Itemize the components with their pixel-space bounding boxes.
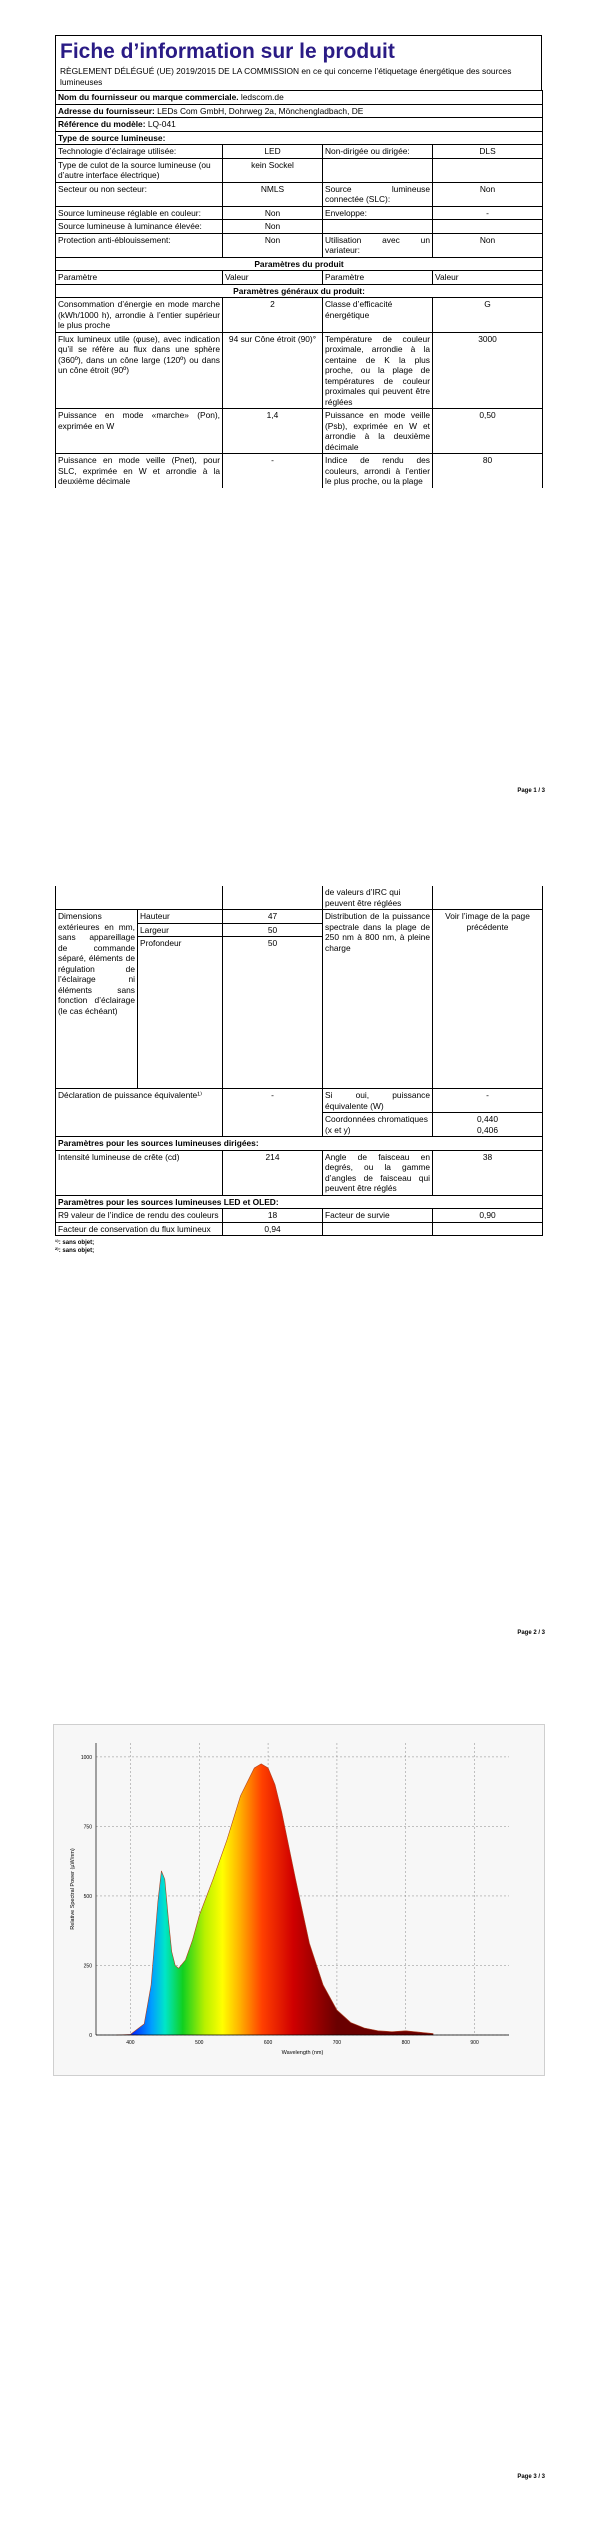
- document-subtitle: RÈGLEMENT DÉLÉGUÉ (UE) 2019/2015 DE LA COMMISSION en ce qui concerne l’étiquetage énergétique des sources lumineuses: [55, 66, 542, 90]
- datasheet-page-1: [55, 35, 542, 488]
- cell-technology-value: LED: [223, 145, 323, 159]
- cell-depth-label: Profondeur: [138, 937, 223, 1089]
- x-tick-label: 900: [470, 2040, 479, 2046]
- cell-empty: [433, 158, 543, 182]
- x-tick-label: 700: [332, 2040, 342, 2046]
- cell-colour-tunable-value: Non: [223, 206, 323, 220]
- page-number: Page 3 / 3: [517, 2474, 545, 2480]
- cell-dimensions-label: Dimensions extérieures en mm, sans appareillage de commande séparé, éléments de régulation de l’éclairage ni éléments sans fonction d’éclairage (le cas échéant): [56, 910, 138, 1089]
- cell-anti-glare-label: Protection anti-éblouissement:: [56, 233, 223, 257]
- cell-empty: [433, 1222, 543, 1236]
- cell-dimmable-label: Utilisation avec un variateur:: [323, 233, 433, 257]
- cell-height-value: 47: [223, 910, 323, 924]
- general-parameters-heading: Paramètres généraux du produit:: [56, 284, 543, 298]
- cell-technology-label: Technologie d’éclairage utilisée:: [56, 145, 223, 159]
- cell-high-luminance-label: Source lumineuse à luminance élevée:: [56, 220, 223, 234]
- cell-empty: [433, 886, 543, 910]
- y-tick-label: 1000: [80, 1754, 92, 1761]
- chromaticity-y: 0,406: [477, 1124, 498, 1135]
- cell-dimmable-value: Non: [433, 233, 543, 257]
- table-row: [56, 233, 543, 257]
- cell-directed-value: DLS: [433, 145, 543, 159]
- light-source-type-heading: Type de source lumineuse:: [56, 131, 543, 145]
- cell-r9-label: R9 valeur de l’indice de rendu des couleurs: [56, 1209, 223, 1223]
- cell-chromaticity-label: Coordonnées chromatiques (x et y): [323, 1113, 433, 1137]
- cell-width-value: 50: [223, 923, 323, 937]
- address-label: Adresse du fournisseur:: [58, 105, 155, 116]
- table-row: [56, 118, 543, 132]
- table-row: [56, 1195, 543, 1209]
- cell-energy-consumption-value: 2: [223, 298, 323, 333]
- footnotes: [55, 1239, 542, 1255]
- header-value: Valeur: [433, 271, 543, 285]
- cell-cct-value: 3000: [433, 332, 543, 409]
- spectral-power-chart: [54, 1725, 544, 2075]
- address-value: LEDs Com GmbH, Dohrweg 2a, Mönchengladbach, DE: [157, 105, 364, 116]
- cell-empty: [223, 886, 323, 910]
- product-info-table-continued: [55, 886, 543, 1236]
- x-axis-label: Wavelength (nm): [281, 2050, 324, 2056]
- cell-flux-maintenance-label: Facteur de conservation du flux lumineux: [56, 1222, 223, 1236]
- table-row: [56, 145, 543, 159]
- table-row: [56, 454, 543, 488]
- header-parameter: Paramètre: [323, 271, 433, 285]
- led-parameters-heading: Paramètres pour les sources lumineuses LED et OLED:: [56, 1195, 543, 1209]
- cell-width-label: Largeur: [138, 923, 223, 937]
- table-row: [56, 158, 543, 182]
- document-title: Fiche d’information sur le produit: [55, 35, 542, 66]
- cell-beam-angle-value: 38: [433, 1150, 543, 1195]
- cell-cri-label-continued: de valeurs d’IRC qui peuvent être réglées: [323, 886, 433, 910]
- datasheet-page-2: [55, 886, 542, 1255]
- chart-series-area: [117, 1764, 434, 2035]
- cell-cct-label: Température de couleur proximale, arrondie à la centaine de K la plus proche, ou la plage de températures de couleur proximales qui peuvent être réglées: [323, 332, 433, 409]
- x-tick-label: 500: [195, 2040, 204, 2046]
- cell-cri-label: Indice de rendu des couleurs, arrondi à l’entier le plus proche, ou la plage: [323, 454, 433, 488]
- cell-cap-label: Type de culot de la source lumineuse (ou d’autre interface électrique): [56, 158, 223, 182]
- supplier-label: Nom du fournisseur ou marque commerciale.: [58, 92, 239, 102]
- table-row: [56, 332, 543, 409]
- table-header-row: [56, 271, 543, 285]
- y-tick-label: 750: [83, 1824, 92, 1831]
- page-1: [0, 0, 595, 842]
- cell-equivalent-watts-label: Si oui, puissance équivalente (W): [323, 1089, 433, 1113]
- y-axis-label: Relative Spectral Power (µW/nm): [70, 1848, 76, 1930]
- cell-chromaticity-value: [433, 1113, 543, 1137]
- table-row: [56, 409, 543, 454]
- cell-mains-value: NMLS: [223, 182, 323, 206]
- cell-energy-class-label: Classe d’efficacité énergétique: [323, 298, 433, 333]
- y-tick-label: 500: [83, 1893, 92, 1900]
- cell-peak-intensity-label: Intensité lumineuse de crête (cd): [56, 1150, 223, 1195]
- page-3: [0, 1684, 595, 2526]
- table-row: [56, 104, 543, 118]
- cell-survival-value: 0,90: [433, 1209, 543, 1223]
- cell-connected-label: Source lumineuse connectée (SLC):: [323, 182, 433, 206]
- cell-networked-standby-value: -: [223, 454, 323, 488]
- supplier-value: ledscom.de: [240, 92, 284, 102]
- cell-spectral-value: Voir l’image de la page précédente: [433, 910, 543, 1089]
- footnote-2: ²⁾: sans objet;: [55, 1248, 95, 1254]
- cell-directed-label: Non-dirigée ou dirigée:: [323, 145, 433, 159]
- table-row: [56, 1209, 543, 1223]
- cell-r9-value: 18: [223, 1209, 323, 1223]
- chromaticity-x: 0,440: [477, 1114, 498, 1124]
- table-row: [56, 886, 543, 910]
- x-tick-label: 400: [126, 2040, 135, 2046]
- cell-on-mode-power-label: Puissance en mode «marche» (Pon), exprimée en W: [56, 409, 223, 454]
- footnote-1: ¹⁾: sans objet;: [55, 1240, 95, 1246]
- cell-colour-tunable-label: Source lumineuse réglable en couleur:: [56, 206, 223, 220]
- table-row: [56, 284, 543, 298]
- table-row: [56, 298, 543, 333]
- cell-cap-value: kein Sockel: [223, 158, 323, 182]
- table-row: [56, 220, 543, 234]
- cell-high-luminance-value: Non: [223, 220, 323, 234]
- y-tick-label: 250: [83, 1963, 92, 1970]
- cell-survival-label: Facteur de survie: [323, 1209, 433, 1223]
- product-info-table: [55, 90, 543, 488]
- cell-spectral-label: Distribution de la puissance spectrale dans la plage de 250 nm à 800 nm, à pleine charge: [323, 910, 433, 1089]
- cell-envelope-value: -: [433, 206, 543, 220]
- cell-empty: [433, 220, 543, 234]
- table-row: [56, 182, 543, 206]
- cell-energy-consumption-label: Consommation d’énergie en mode marche (kWh/1000 h), arrondie à l’entier supérieur le plus proche: [56, 298, 223, 333]
- cell-envelope-label: Enveloppe:: [323, 206, 433, 220]
- x-tick-label: 600: [263, 2040, 273, 2046]
- cell-empty: [56, 886, 223, 910]
- cell-on-mode-power-value: 1,4: [223, 409, 323, 454]
- y-tick-label: 0: [89, 2033, 92, 2039]
- cell-mains-label: Secteur ou non secteur:: [56, 182, 223, 206]
- cell-empty: [323, 158, 433, 182]
- directed-parameters-heading: Paramètres pour les sources lumineuses dirigées:: [56, 1137, 543, 1151]
- cell-beam-angle-label: Angle de faisceau en degrés, ou la gamme d’angles de faisceau qui peuvent être réglés: [323, 1150, 433, 1195]
- cell-flux-maintenance-value: 0,94: [223, 1222, 323, 1236]
- cell-equivalent-power-label: Déclaration de puissance équivalente¹⁾: [56, 1089, 223, 1137]
- cell-useful-flux-value: 94 sur Cône étroit (90)°: [223, 332, 323, 409]
- page-number: Page 2 / 3: [517, 1630, 545, 1636]
- table-row: [56, 1137, 543, 1151]
- model-value: LQ-041: [147, 119, 176, 129]
- cell-standby-power-label: Puissance en mode veille (Psb), exprimée en W et arrondie à la deuxième décimale: [323, 409, 433, 454]
- table-row: [56, 257, 543, 271]
- cell-cri-value: 80: [433, 454, 543, 488]
- cell-empty: [323, 1222, 433, 1236]
- page-2: [0, 842, 595, 1684]
- product-parameters-heading: Paramètres du produit: [56, 257, 543, 271]
- model-label: Référence du modèle:: [58, 119, 146, 129]
- table-row: [56, 206, 543, 220]
- cell-equivalent-watts-value: -: [433, 1089, 543, 1113]
- spectrum-area: [117, 1764, 434, 2035]
- table-row: [56, 1089, 543, 1113]
- cell-standby-power-value: 0,50: [433, 409, 543, 454]
- table-row: [56, 131, 543, 145]
- header-parameter: Paramètre: [56, 271, 223, 285]
- cell-equivalent-power-value: -: [223, 1089, 323, 1137]
- table-row: [56, 910, 543, 924]
- table-row: [56, 1150, 543, 1195]
- spectral-chart-frame: [53, 1724, 545, 2076]
- cell-networked-standby-label: Puissance en mode veille (Pnet), pour SLC, exprimée en W et arrondie à la deuxième décimale: [56, 454, 223, 488]
- table-row: [56, 1222, 543, 1236]
- cell-anti-glare-value: Non: [223, 233, 323, 257]
- cell-height-label: Hauteur: [138, 910, 223, 924]
- header-value: Valeur: [223, 271, 323, 285]
- cell-peak-intensity-value: 214: [223, 1150, 323, 1195]
- cell-useful-flux-label: Flux lumineux utile (φuse), avec indication qu’il se réfère au flux dans une sphère (360º), dans un cône large (120º) ou dans un cône étroit (90º): [56, 332, 223, 409]
- cell-energy-class-value: G: [433, 298, 543, 333]
- x-tick-label: 800: [401, 2040, 410, 2046]
- table-row: [56, 91, 543, 105]
- cell-depth-value: 50: [223, 937, 323, 1089]
- cell-empty: [323, 220, 433, 234]
- page-number: Page 1 / 3: [517, 788, 545, 794]
- cell-connected-value: Non: [433, 182, 543, 206]
